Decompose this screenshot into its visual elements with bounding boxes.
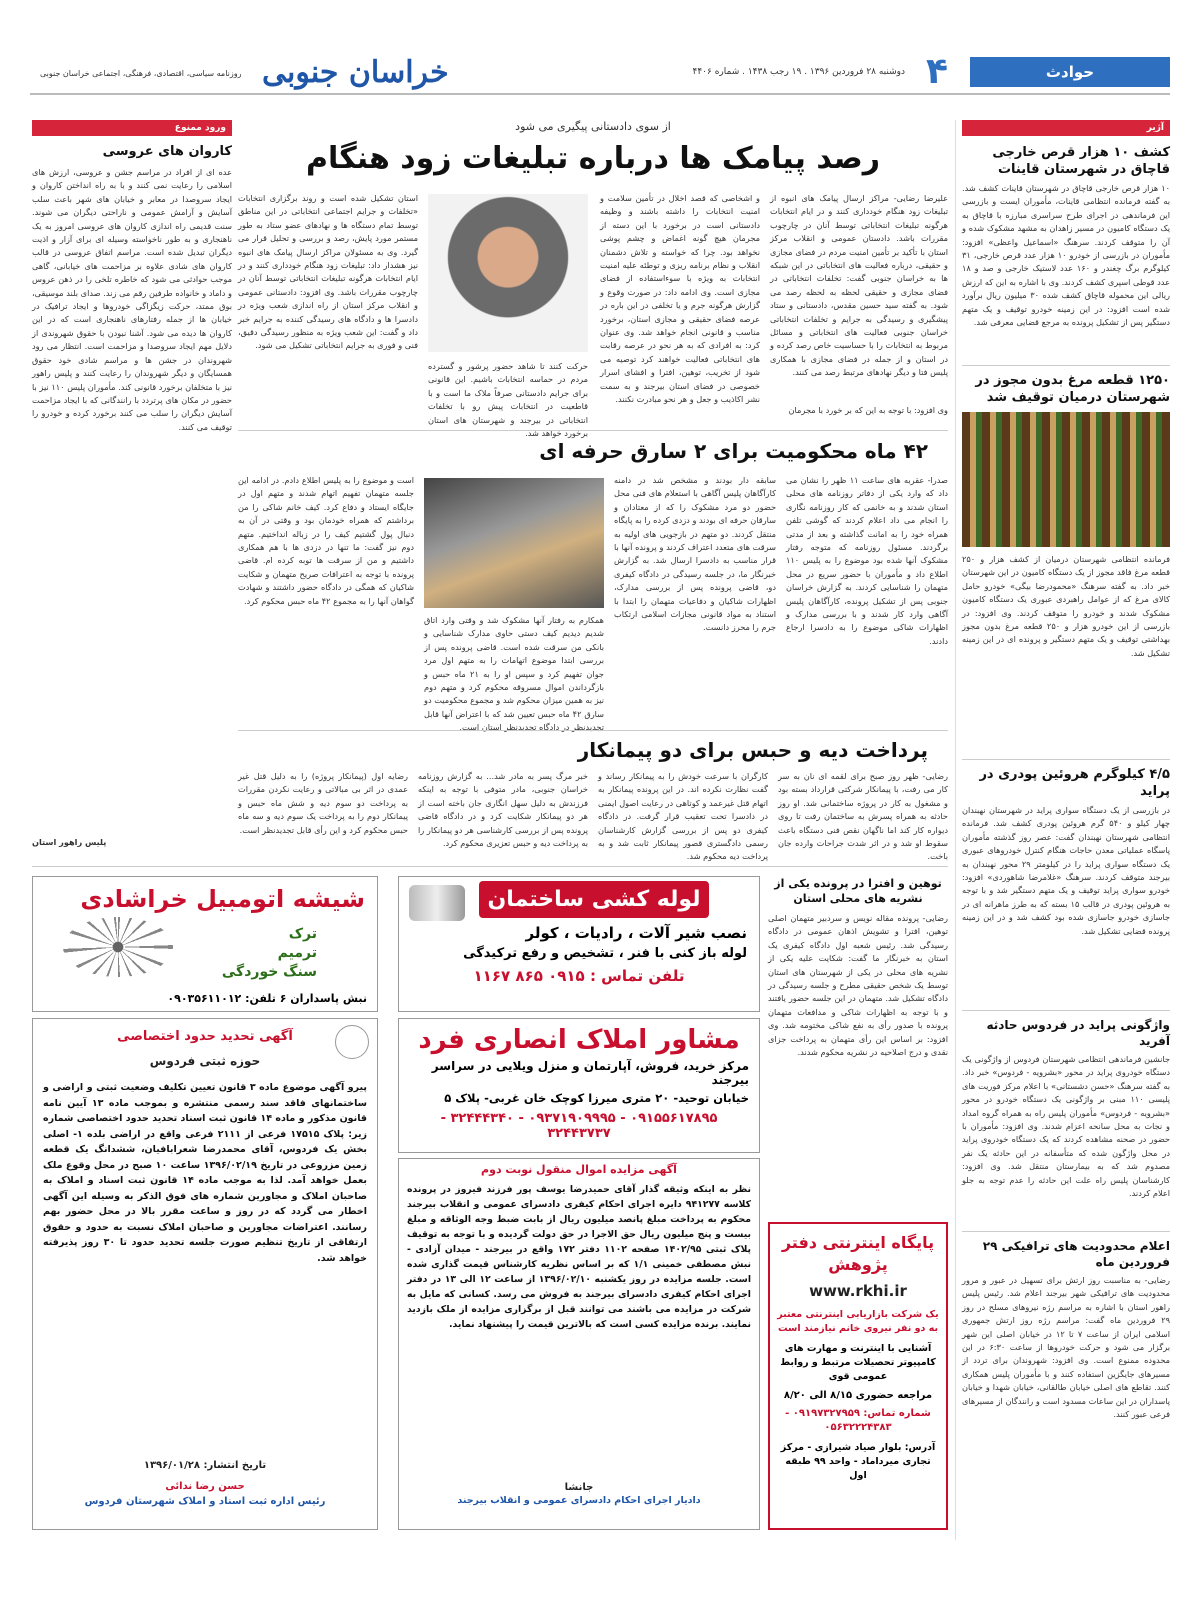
contractor-column-1: رضایی- ظهر روز صبح برای لقمه ای نان به سر کار می رفت، با پیمانکار شرکتی قرارداد بسته بود و مشغول به کار در پروژه ساختمانی شد. او روز حادثه به همراه پسرش به ساختمان رفت تا روی دیواره کار کند اما ناگهان نقص فنی دستگاه باعث سقوط او شد و در اثر شدت جراحات وارده جان باخت. [778,771,948,862]
realestate-ad [398,1018,760,1153]
glass-ad-title: شیشه اتومبیل خراشادی [80,885,365,913]
left-column-title: کاروان های عروسی [102,144,232,159]
article-column-1: علیرضا رضایی- مراکز ارسال پیامک های انبوه از تبلیغات زود هنگام خودداری کنند و در ایام انتخابات هرگونه تبلیغات انتخاباتی توسط آنان در چارچوب مقررات باشد. دادستان عمومی و انقلاب مرکز استان با تأکید بر تأمین امنیت مردم در فضای مجازی و حقیقی، درباره فعالیت های انتخاباتی در این شبکه ها به خراسان جنوبی گفت: تخلفات انتخاباتی در فضای مجازی و حقیقی لحظه به لحظه رصد می شود. به گفته سید حسین مقدس، دادستانی و ستاد پیشگیری و رسیدگی به جرایم و تخلفات انتخاباتی خراسان جنوبی فعالیت های انتخاباتی و مسائل مربوط به انتخابات را با حساسیت خاص رصد کرده و در استان و از جمله در فضای مجازی با همکاری پلیس فتا و دیگر نهادهای مرتبط رصد می کنند. [770,193,948,378]
right-story-3-body: در بازرسی از یک دستگاه سواری پراید در شهرستان نهبندان چهار کیلو و ۵۴۰ گرم هروئین پودری کشف شد. فرمانده انتظامی شهرستان نهبندان گفت: عصر روز گذشته مأموران پاسگاه عملیاتی معدن حاجات هنگام کنترل خودروهای عبوری یک دستگاه سواری پراید را در کیلومتر ۲۹ محور نهبندان به بیرجند متوقف کردند. سرهنگ «غلامرضا شاهوردی» افزود: خودرو سواری پراید توقیف و یک متهم دستگیر شد و با توجه به هروئین پودری در قالب ۱۵ بسته که به طرز ماهرانه ای در جاسازی خودرو جاسازی شده بود کشف شد و در این زمینه پرونده قضایی تشکیل شد. [962,805,1170,936]
notice-2-sign-title: دادیار اجرای احکام دادسرای عمومی و انقلاب بیرجند [457,1495,701,1506]
newspaper-logo: خراسان جنوبی [262,55,449,90]
left-column-body: عده ای از افراد در مراسم جشن و عروسی، ارزش های اسلامی را رعایت نمی کنند و با به راه انداختن کاروان و ایجاد سروصدا در معابر و خیابان های شهر باعث سلب آسایش و آرامش عمومی و ناراحتی دیگران می شوند. سنت قدیمی راه اندازی کاروان های عروسی امروز به یک ناهنجاری و به طور ناخواسته وسیله ای برای آزار و اذیت دیگران تبدیل شده است. مراسم اتفاق عروسی در قالب کاروان های شادی علاوه بر مزاحمت های خیابانی، گاهی موجب حوادثی می شود که خاطره تلخی را در ذهن عروس و داماد و خانواده طرفین رقم می زند. صدای بلند موسیقی، بوق ممتد، حرکت زیگزاگی خودروها و ایجاد ترافیک در خیابان ها از جمله رفتارهای ناهنجاری است که در این کاروان ها دیده می شود. آشنا نبودن با حقوق شهروندی از دلایل مهم ایجاد سروصدا و مزاحمت است. انتظار می رود شهروندان در جشن ها و مراسم شادی خود حقوق همسایگان و دیگر شهروندان را رعایت کنند و پلیس راهور نیز با متخلفان برخورد قانونی کند. مأموران پلیس ۱۱۰ نیز با حضور در مکان های پرتردد با رانندگانی که با ایجاد مزاحمت آسایش دیگران را سلب می کنند برخورد کرده و خودرو را توقیف می کنند. [32,167,232,432]
right-column-bar: آژیر [962,120,1170,136]
crack-icon [63,917,173,977]
right-story-2-body: فرمانده انتظامی شهرستان درمیان از کشف هزار و ۲۵۰ قطعه مرغ فاقد مجوز از یک دستگاه کامیون در این شهرستان خبر داد. به گفته سرهنگ «محمودرضا بیگی» خودرو حامل کالای مرغ که از عوامل راهبردی عبوری یک دستگاه کامیون مشکوک شدند و خودرو را متوقف کردند. وی افزود: در بازرسی از این خودرو هزار و ۲۵۰ قطعه مرغ بدون مجوز بهداشتی توقیف و یک متهم دستگیر و پرونده ای در این زمینه تشکیل شد. [962,554,1170,658]
plumbing-ad-line2: لوله باز کنی با فنر ، تشخیص و رفع ترکیدگی [463,946,747,961]
notice-1-subtitle: حوزه ثبتی فردوس [149,1054,261,1068]
left-column [32,120,232,860]
notice-1-sign-name: حسن رضا ندائی [165,1481,245,1492]
rkhi-address: آدرس: بلوار صیاد شیرازی - مرکز تجاری میرداماد - واحد ۹۹ طبقه اول [780,1442,936,1481]
rkhi-url: www.rkhi.ir [809,1282,907,1300]
rkhi-red-line: یک شرکت بازاریابی اینترنتی معتبر به دو نفر نیروی خانم نیازمند است [777,1309,939,1334]
chicken-crates-photo [962,412,1170,547]
logo-subtitle: روزنامه سیاسی، اقتصادی، فرهنگی، اجتماعی خراسان جنوبی [40,69,242,78]
article-column-3: استان تشکیل شده است و روند برگزاری انتخابات «تخلفات و جرایم اجتماعی انتخاباتی در این مناطق توسط تمام دستگاه ها و نهادهای عضو ستاد به طور مستمر مورد پایش، رصد و بررسی و تحلیل قرار می گیرد. وی به مسئولان مراکز ارسال پیامک های انبوه نیز هشدار داد: تبلیغات زود هنگام خودداری کنند و در ایام انتخابات هرگونه تبلیغات انتخاباتی توسط آنان در چارچوب مقررات باشد. وی افزود: دادستانی عمومی و انقلاب مرکز استان از راه اندازی شعب ویژه در دادسرا ها و دادگاه های رسیدگی کننده به جرایم خبر داد و گفت: این شعب ویژه به منظور رسیدگی دقیق، فنی و فوری به جرایم انتخاباتی تشکیل می شود. [238,193,418,351]
column-divider [955,120,956,1540]
glass-ad-address: نبش پاسداران ۶ تلفن: ۰۹۰۳۵۶۱۱۰۱۲ [167,992,367,1005]
article-note: وی افزود: با توجه به این که بر خورد با مجرمان [788,405,948,415]
theft-column-1: صدرا- عقربه های ساعت ۱۱ ظهر را نشان می داد که وارد یکی از دفاتر روزنامه های محلی استان شدند و به خانمی که کار روزنامه نگاری را انجام می داد اعلام کردند که گوشی تلفن همراه خود را به امانت گذاشته و بعد از مدتی برگردند. مسئول روزنامه که متوجه رفتار مشکوک آنها شده بود موضوع را به پلیس ۱۱۰ اطلاع داد و مأموران با حضور سریع در محل متهمان را شناسایی کردند. به گزارش خراسان جنوبی پس از تشکیل پرونده، کارآگاهان پلیس آگاهی وارد کار شدند و با بررسی مدارک و اظهارات شاکی موضوع را به دادسرا ارجاع دادند. [786,475,949,646]
lower-divider [32,866,948,867]
defamation-box [768,876,948,1216]
rkhi-hours: مراجعه حضوری ۸/۱۵ الی ۸/۲۰ [783,1390,933,1401]
glass-ad-item-3: سنگ خوردگی [221,964,317,980]
right-story-1-title: کشف ۱۰ هزار قرص خارجی قاچاق در شهرستان قاینات [992,145,1170,177]
theft-article [238,430,949,733]
theft-column-2: سابقه دار بودند و مشخص شد در دامنه کارآگاهان پلیس آگاهی با استعلام های فنی محل حضور دو مرد مشکوک را که از معتادان و سارقان حرفه ای بودند و دزدی کرده را به پایگاه منتقل کردند. دو متهم در بازجویی های اولیه به سرقت های متعدد اعتراف کردند و پرونده آنها با قرار مناسب به دادسرا ارسال شد. به گزارش خبرنگار ما، در جلسه رسیدگی در دادگاه کیفری دو، قاضی پرونده پس از بررسی مدارک، اظهارات شاکیان و دفاعیات متهمان را ابتدا با استناد به مواد قانونی مجازات اسلامی ارتکاب جرم را محرز دانست. [614,475,776,633]
notice-1-date: تاریخ انتشار: ۱۳۹۶/۰۱/۲۸ [143,1460,267,1471]
defamation-title: توهین و افترا در پرونده یکی از نشریه های محلی استان [774,877,942,905]
article-photo-adjacent: حرکت کنند تا شاهد حضور پرشور و گسترده مردم در حماسه انتخابات باشیم. این قانونی برای جرایم دادستانی صرفاً ملاک ما است و با قاطعیت در انتخابات پیش رو با تخلفات انتخاباتی در بیرجند و شهرستان های استان برخورد خواهد شد. [428,361,588,439]
realestate-ad-title: مشاور املاک انصاری فرد [418,1025,740,1055]
article-column-2: و اشخاصی که قصد اخلال در تأمین سلامت و امنیت انتخابات را داشته باشند و وظیفه دادستانی است در برخورد با این دسته از مجرمان هیچ گونه اغماض و چشم پوشی نخواهد بود. چرا که خواسته و تلاش دشمنان انقلاب و نظام برنامه ریزی و توطئه علیه امنیت انتخابات به ویژه با سوءاستفاده از فضای مجازی است. وی ادامه داد: در صورت وقوع و گزارش هرگونه جرم و یا تخلفی در این باره در عرصه فضای حقیقی و مجازی استان، برخورد مناسب و قانونی انجام خواهد شد. وی عنوان کرد: به افرادی که به هر نحو در عرصه رقابت های انتخاباتی فعالیت خواهند کرد توصیه می شود از تخریب، توهین، افترا و افشای اسرار خصوصی در فضای استان بیرجند و به سمت نشر اکاذیب و جعل و هر نحو مبادرت نکنند. [600,193,760,405]
rkhi-title: پایگاه اینترنتی دفتر پژوهش [781,1233,935,1274]
faucet-icon [409,885,465,921]
right-story-4-body: جانشین فرماندهی انتظامی شهرستان فردوس از واژگونی یک دستگاه خودروی پراید در محور «بشرویه - فردوس» خبر داد. به گفته سرهنگ «حسن دشستانی» با اعلام مرکز فوریت های پلیسی ۱۱۰ مبنی بر واژگونی یک دستگاه خودرو در محور «بشرویه - فردوس» مأموران پلیس راه به همراه گروه امداد و نجات به محل سانحه اعزام شدند. وی افزود: مأموران با حضور در صحنه مشاهده کردند که یک دستگاه خودروی پراید در محل واژگون شده که متأسفانه در این حادثه یک نفر مصدوم شد که به بیمارستان منتقل شد. وی افزود: کارشناسان پلیس راه علت این حادثه را عدم توجه به جلو اعلام کردند. [962,1054,1170,1199]
notice-2-sign-name: جانشا [564,1482,594,1493]
contractor-column-2: کارگران با سرعت خودش را به پیمانکار رساند و گفت نظارت نکرده اند. در این پرونده پیمانکار به اتهام قتل غیرعمد و کوتاهی در رعایت اصول ایمنی در دادسرا تحت تعقیب قرار گرفت. در دادگاه کیفری دو پس از بررسی گزارش کارشناسان رسمی دادگستری قصور پیمانکار ثابت شد و به پرداخت دیه محکوم شد. [598,771,768,862]
glass-ad-item-2: ترمیم [277,945,317,961]
dateline: دوشنبه ۲۸ فروردین ۱۳۹۶ . ۱۹ رجب ۱۴۳۸ . شماره ۴۴۰۶ [692,67,905,77]
page-number: ۴ [926,51,948,92]
rkhi-body: آشنایی با اینترنت و مهارت های کامپیوتر تحصیلات مرتبط و روابط عمومی قوی [780,1343,936,1382]
article-kicker: از سوی دادستانی پیگیری می شود [515,120,671,133]
defamation-body: رضایی- پرونده مقاله نویس و سردبیر متهمان اصلی توهین، افترا و تشویش اذهان عمومی در دادگاه رسیدگی شد. رئیس شعبه اول دادگاه کیفری یک استان به خبرنگار ما گفت: شکایت علیه یکی از نشریه های محلی در یکی از شهرستان های استان توسط یک شخص حقیقی مطرح و جلسه رسیدگی در دادگاه تشکیل شد. متهمان در این جلسه حضور یافتند و با توجه به اظهارات شاکی و مدافعات متهمان پرونده با صدور رأی به نفع شاکی مختومه شد. وی افزود: بر اساس این رأی متهمان به پرداخت جزای نقدی و درج اصلاحیه در نشریه محکوم شدند. [768,913,948,1058]
contractor-column-4: رضایه اول (پیمانکار پروژه) را به دلیل قتل غیر عمدی در اثر بی مبالاتی و رعایت نکردن مقررات به پرداخت دو سوم دیه و شش ماه حبس و پیمانکار دوم را به پرداخت یک سوم دیه و سه ماه حبس محکوم کرد و این رأی قابل تجدیدنظر است. [238,771,408,835]
plumbing-ad [398,876,760,1012]
glass-ad-item-1: ترک [288,926,317,942]
realestate-ad-line2: خیابان توحید- ۲۰ متری میرزا کوچک خان غربی- پلاک ۵ [444,1091,749,1105]
contractor-article [238,730,948,860]
notice-1-body: پیرو آگهی موضوع ماده ۳ قانون تعیین تکلیف وضعیت ثبتی و اراضی و ساختمانهای فاقد سند رسمی منتشره و بموجب ماده ۱۳ آیین نامه قانون مذکور و ماده ۱۴ قانون ثبت اسناد تحدید حدود اختصاصی شماره زیر: پلاک ۱۷۵۱۵ فرعی از ۲۱۱۱ فرعی واقع در اراضی بلده ۱- اصلی بخش یک فردوس، آقای محمدرضا شعرابافیان، ششدانگ یک قطعه زمین مزروعی در تاریخ ۱۳۹۶/۰۲/۱۹ ساعت ۱۰ صبح در محل وقوع ملک بعمل خواهد آمد. لذا به موجب ماده ۱۴ قانون ثبت اسناد و املاک به صاحبان املاک و مجاورین شماره های فوق الذکر به وسیله این آگهی اخطار می گردد که در روز و ساعت مقرر بالا در محل حضور بهم رسانند. اعتراضات مجاورین و صاحبان املاک نسبت به حدود و حقوق ارتفاقی از تاریخ تنظیم صورت جلسه تحدید حدود تا ۳۰ روز پذیرفته خواهد شد. [43,1082,367,1264]
plumbing-ad-title: لوله کشی ساختمان [479,881,709,918]
glass-ad-items [222,925,317,982]
right-story-5-title: اعلام محدودیت های ترافیکی ۲۹ فروردین ماه [962,1231,1170,1270]
theft-column-4: است و موضوع را به پلیس اطلاع دادم. در ادامه این جلسه متهمان تفهیم اتهام شدند و متهم اول در جایگاه ایستاد و دفاع کرد. کیف خانم شاکی را من برداشتم که همراه خودمان بود و وقتی در آن به دنبال پول گشتیم کیف را در زباله انداختیم. متهم دوم نیز گفت: ما تنها در دزدی ها با هم همکاری داشتیم و من از سرقت ها توبه کرده ام. قاضی پرونده با توجه به اعترافات صریح متهمان و شکایت شاکیان که همگی در دادگاه حضور داشتند و شهادت گواهان آنها را به مجموع ۴۲ ماه حبس محکوم کرد. [238,475,414,606]
realestate-ad-phones: ۰۹۱۵۵۶۱۷۸۹۵ - ۰۹۳۷۱۹۰۹۹۹۵ - ۳۲۴۴۴۳۴۰ - ۳۲۴۴۳۷۳۷ [440,1111,718,1141]
theft-column-3: همکارم به رفتار آنها مشکوک شد و وقتی وارد اتاق شدیم دیدیم کیف دستی حاوی مدارک شناسایی و بانکی من سرقت شده است. قاضی پرونده پس از بررسی ابتدا موضوع اتهامات را به متهم اول مرد جوان تفهیم کرد و سپس او را به ۲۱ ماه حبس و بازگرداندن اموال مسروقه محکوم کرد و متهم دوم نیز به همین میزان محکوم شد و مجموع محکومیت دو سارق ۴۲ ماه حبس تعیین شد که با اعتراض آنها قابل تجدیدنظر در دادگاه تجدیدنظر استان است. [424,615,605,733]
notice-1-sign-title: رئیس اداره ثبت اسناد و املاک شهرستان فردوس [84,1496,326,1507]
right-column [962,120,1170,1540]
handcuffs-photo [424,478,604,608]
right-story-1-body: ۱۰ هزار قرص خارجی قاچاق در شهرستان قاینات کشف شد. به گفته فرمانده انتظامی قاینات، مأموران ایست و بازرسی این فرماندهی در اجرای طرح سراسری مبارزه با قاچاق به یک دستگاه کامیون در مسیر زاهدان به مشهد مشکوک شده و آن را متوقف کردند. سرهنگ «اسماعیل واعظی» افزود: مأموران در بازرسی از خودرو ۱۰ هزار عدد قرص خارجی، ۳۱ کیلوگرم برگ چغندر و ۱۶۰ عدد لاستیک خارجی و صد و ۱۸ عدد قوطی اسپری کشف کردند. وی با اشاره به این که ارزش ریالی این محموله قاچاق کشف شده ۳۰ میلیون ریال برآورد شده است افزود: در این زمینه خودرو توقیف و یک متهم دستگیر پس از تشکیل پرونده به مرجع قضایی معرفی شد. [962,183,1170,328]
section-badge: حوادث [970,57,1170,87]
main-article [238,120,948,439]
land-registry-notice [32,1018,378,1530]
rkhi-ad [768,1222,948,1530]
theft-article-headline: ۴۲ ماه محکومیت برای ۲ سارق حرفه ای [238,430,948,467]
right-story-5-body: رضایی- به مناسبت روز ارتش برای تسهیل در عبور و مرور محدودیت های ترافیکی شهر بیرجند اعلام شد. رئیس پلیس راهور استان با اشاره به مراسم رژه نیروهای مسلح در روز ۲۹ فروردین ماه گفت: مراسم رژه روز ارتش جمهوری اسلامی ایران از ساعت ۷ تا ۱۲ در خیابان اصلی این شهر برگزار می شود و حرکت خودروها از ساعت ۶:۳۰ در این محدوده ممنوع است. وی افزود: شهروندان برای تردد از مسیرهای جایگزین استفاده کنند و با مأموران پلیس همکاری کنند. تقاطع های اصلی خیابان طالقانی، خیابان شهدا و خیابان پاسداران در این ساعات مسدود است و رانندگان از مسیرهای فرعی عبور کنند. [962,1275,1171,1420]
left-column-bar: ورود ممنوع [32,120,232,136]
right-story-4-title: واژگونی پراید در فردوس حادثه آفرید [962,1010,1170,1049]
notice-2-body: نظر به اینکه وثیقه گذار آقای حمیدرضا یوسف پور فرزند فیروز در پرونده کلاسه ۹۴۱۲۷۷ دایره اجرای احکام کیفری دادسرای عمومی و انقلاب بیرجند محکوم به پرداخت مبلغ پانصد میلیون ریال از بابت ضبط وجه الوثاقه و مبلغ بیست و پنج میلیون ریال حق الاجرا در حق دولت گردیده و با توجه به توقیف پلاک ثبتی ۱۴۰۲/۹۵ صفحه ۱۱۰۲ دفتر ۱۷۲ واقع در بیرجند - میدان آزادی - نبش مصطفی خمینی ۱/۱ که بر اساس نظریه کارشناس قیمت گذاری شده است. جلسه مزایده در روز یکشنبه ۱۳۹۶/۰۲/۱۰ از ساعت ۱۲ الی ۱۳ در دفتر اجرای احکام کیفری دادسرای بیرجند به فروش می رسد. کسانی که مایل به شرکت در مزایده می باشند می توانند قبل از برگزاری مزایده از ملک بازدید نمایند. برنده مزایده کسی است که بالاترین قیمت را پیشنهاد نماید. [407,1184,752,1330]
left-column-signature: پلیس راهور استان [32,837,107,847]
page-header [30,51,1170,95]
article-headline: رصد پیامک ها درباره تبلیغات زود هنگام [306,141,880,176]
prosecutor-photo [428,194,588,352]
auction-notice [398,1158,760,1530]
plumbing-ad-phone: تلفن تماس : ۰۹۱۵ ۸۶۵ ۱۱۶۷ [473,967,685,985]
notice-1-title: آگهی تحدید حدود اختصاصی [117,1029,293,1044]
contractor-article-headline: پرداخت دیه و حبس برای دو پیمانکار [238,730,948,765]
plumbing-ad-line1: نصب شیر آلات ، رادیات ، کولر [525,924,747,942]
glass-ad [32,876,378,1012]
rkhi-contact: شماره تماس: ۰۹۱۹۷۳۲۷۹۵۹ - ۰۵۶۳۲۲۲۴۳۸۳ [785,1408,931,1433]
notice-2-title: آگهی مزایده اموال منقول نوبت دوم [481,1163,677,1176]
realestate-ad-line1: مرکز خرید، فروش، آپارتمان و منزل ویلایی در سراسر بیرجند [431,1059,749,1087]
contractor-column-3: خبر مرگ پسر به مادر شد... به گزارش روزنامه خراسان جنوبی، مادر متوفی با توجه به اینکه فرزندش به دلیل سهل انگاری جان باخته است از هر دو پیمانکار شکایت کرد و در دادگاه قاضی پرونده پس از بررسی کارشناسی هر دو پیمانکار را به پرداخت دیه و حبس تعزیری محکوم کرد. [418,771,588,849]
right-story-3-title: ۴/۵ کیلوگرم هروئین پودری در پراید [962,759,1170,800]
emblem-icon [335,1025,369,1059]
right-story-2-title: ۱۲۵۰ قطعه مرغ بدون مجوز در شهرستان درمیان توقیف شد [962,365,1170,406]
